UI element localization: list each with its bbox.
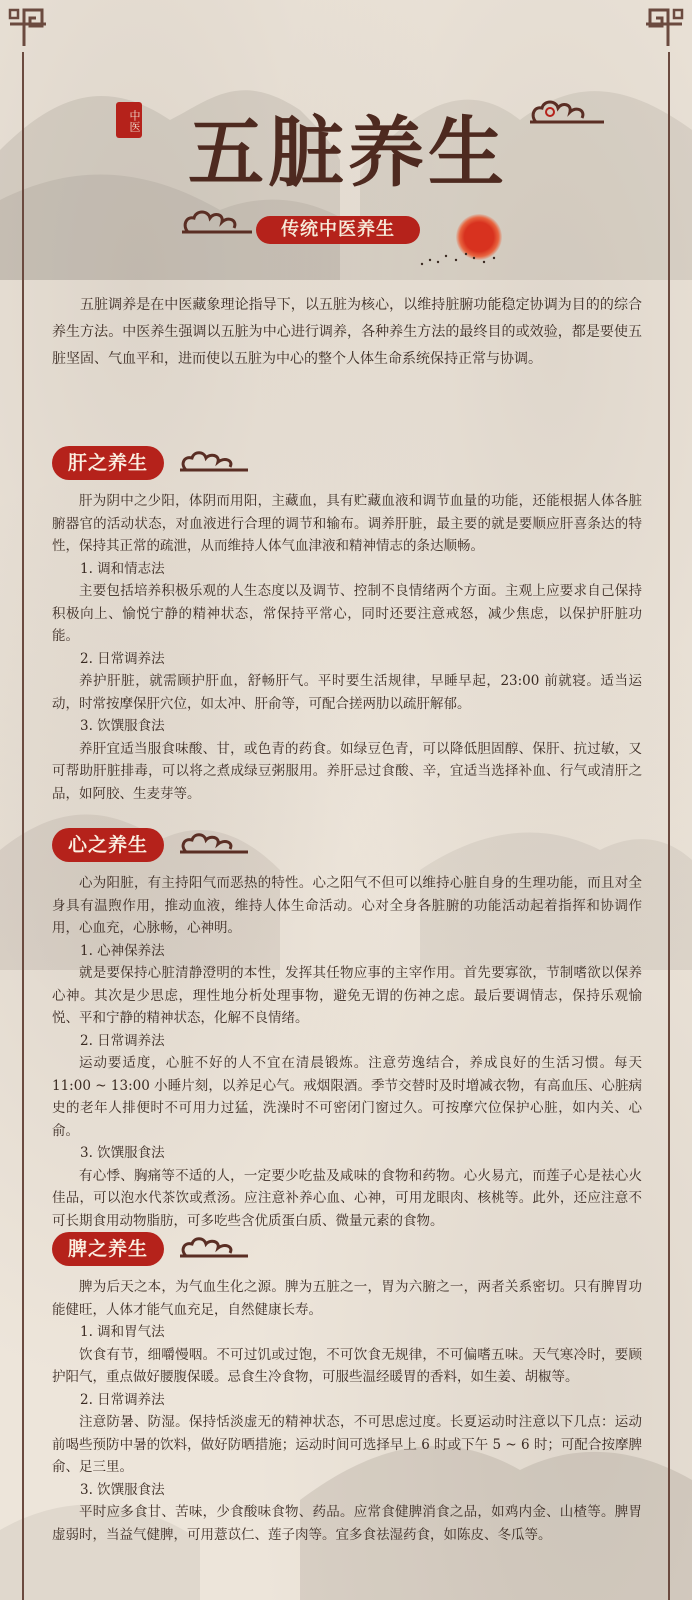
method-heading: 1. 调和情志法 [80, 560, 165, 577]
auspicious-cloud-icon [180, 208, 256, 238]
method-text: 养护肝脏，就需顾护肝血，舒畅肝气。平时要生活规律，早睡早起，23:00 前就寝。适当运动，时常按摩保肝穴位，如太冲、肝俞等，可配合搓两肋以疏肝解郁。 [52, 673, 642, 712]
auspicious-cloud-icon [178, 832, 250, 858]
method-heading: 2. 日常调养法 [80, 650, 165, 667]
method-text: 运动要适度，心脏不好的人不宜在清晨锻炼。注意劳逸结合，养成良好的生活习惯。每天 11:00 ~ 13:00 小睡片刻，以养足心气。戒烟限酒。季节交替时及时增减衣物，有高血压、心脏病史的老年人排便时不可用力过猛，洗澡时不可密闭门窗过久。可按摩穴位保护心脏，如内关、心俞。 [52, 1055, 642, 1139]
frame-right-line [668, 52, 670, 1600]
page-title: 五脏养生 [188, 108, 508, 197]
method-heading: 1. 心神保养法 [80, 942, 165, 959]
section-title-liver: 肝之养生 [52, 446, 164, 480]
flying-birds-icon [416, 246, 506, 270]
fret-corner-icon [646, 6, 686, 46]
section-intro: 脾为后天之本，为气血生化之源。脾为五脏之一，胃为六腑之一，两者关系密切。只有脾胃功能健旺，人体才能气血充足，自然健康长寿。 [52, 1279, 642, 1318]
method-heading: 2. 日常调养法 [80, 1391, 165, 1408]
method-text: 注意防暑、防湿。保持恬淡虚无的精神状态，不可思虑过度。长夏运动时注意以下几点：运动前喝些预防中暑的饮料，做好防晒措施；运动时间可选择早上 6 时或下午 5 ~ 6 时；可配合按摩脾俞、足三里。 [52, 1414, 642, 1475]
section-spleen-body [52, 1276, 642, 1546]
auspicious-cloud-icon [178, 1236, 250, 1262]
method-heading: 3. 饮馔服食法 [80, 1145, 165, 1161]
method-text: 饮食有节，细嚼慢咽。不可过饥或过饱，不可饮食无规律，不可偏嗜五味。天气寒冷时，要顾护阳气，重点做好腰腹保暖。忌食生冷食物，可服些温经暖胃的香料，如生姜、胡椒等。 [52, 1346, 642, 1385]
red-seal-stamp: 中医 [116, 102, 142, 138]
method-heading: 3. 饮馔服食法 [80, 718, 165, 734]
section-title-heart: 心之养生 [52, 828, 164, 862]
method-text: 养肝宜适当服食味酸、甘，或色青的药食。如绿豆色青，可以降低胆固醇、保肝、抗过敏，又可帮助肝脏排毒，可以将之煮成绿豆粥服用。养肝忌过食酸、辛，宜适当选择补血、行气或清肝之品，如阿胶、生麦芽等。 [52, 740, 642, 802]
method-heading: 2. 日常调养法 [80, 1032, 165, 1049]
method-heading: 3. 饮馔服食法 [80, 1481, 165, 1498]
method-text: 就是要保持心脏清静澄明的本性，发挥其任物应事的主宰作用。首先要寡欲，节制嗜欲以保养心神。其次是少思虑，理性地分析处理事物，避免无谓的伤神之虑。最后要调情志，保持乐观愉悦、平和宁静的精神状态，化解不良情绪。 [52, 965, 642, 1026]
method-text: 有心悸、胸痛等不适的人，一定要少吃盐及咸味的食物和药物。心火易亢，而莲子心是祛心火佳品，可以泡水代茶饮或煮汤。应注意补养心血、心神，可用龙眼肉、核桃等。此外，还应注意不可长期食用动物脂肪，可多吃些含优质蛋白质、微量元素的食物。 [52, 1167, 642, 1229]
page-subtitle-badge: 传统中医养生 [256, 216, 420, 244]
method-heading: 1. 调和胃气法 [80, 1324, 165, 1340]
fret-corner-icon [6, 6, 46, 46]
method-text: 主要包括培养积极乐观的人生态度以及调节、控制不良情绪两个方面。主观上应要求自己保持积极向上、愉悦宁静的精神状态，常保持平常心，同时还要注意戒怒，减少焦虑，以保护肝脏功能。 [52, 583, 642, 644]
frame-left-line [22, 52, 24, 1600]
section-heart-body [52, 872, 642, 1232]
section-liver-body [52, 490, 642, 805]
auspicious-cloud-icon [178, 450, 250, 476]
section-intro: 心为阳脏，有主持阳气而恶热的特性。心之阳气不但可以维持心脏自身的生理功能，而且对全身具有温煦作用，推动血液，维持人体生命活动。心对全身各脏腑的功能活动起着指挥和协调作用，心血充，心脉畅，心神明。 [52, 875, 642, 936]
section-title-spleen: 脾之养生 [52, 1232, 164, 1266]
section-intro: 肝为阴中之少阳，体阴而用阳，主藏血，具有贮藏血液和调节血量的功能，还能根据人体各脏腑器官的活动状态，对血液进行合理的调节和输布。调养肝脏，最主要的就是要顺应肝喜条达的特性，保持其正常的疏泄，从而维持人体气血津液和精神情志的条达顺畅。 [52, 493, 642, 554]
intro-paragraph: 五脏调养是在中医藏象理论指导下，以五脏为核心，以维持脏腑功能稳定协调为目的的综合养生方法。中医养生强调以五脏为中心进行调养，各种养生方法的最终目的或效验，都是要使五脏坚固、气血平和，进而使以五脏为中心的整个人体生命系统保持正常与协调。 [52, 297, 642, 367]
method-text: 平时应多食甘、苦味，少食酸味食物、药品。应常食健脾消食之品，如鸡内金、山楂等。脾胃虚弱时，当益气健脾，可用薏苡仁、莲子肉等。宜多食祛湿药食，如陈皮、冬瓜等。 [52, 1504, 642, 1543]
auspicious-cloud-icon [526, 96, 608, 128]
